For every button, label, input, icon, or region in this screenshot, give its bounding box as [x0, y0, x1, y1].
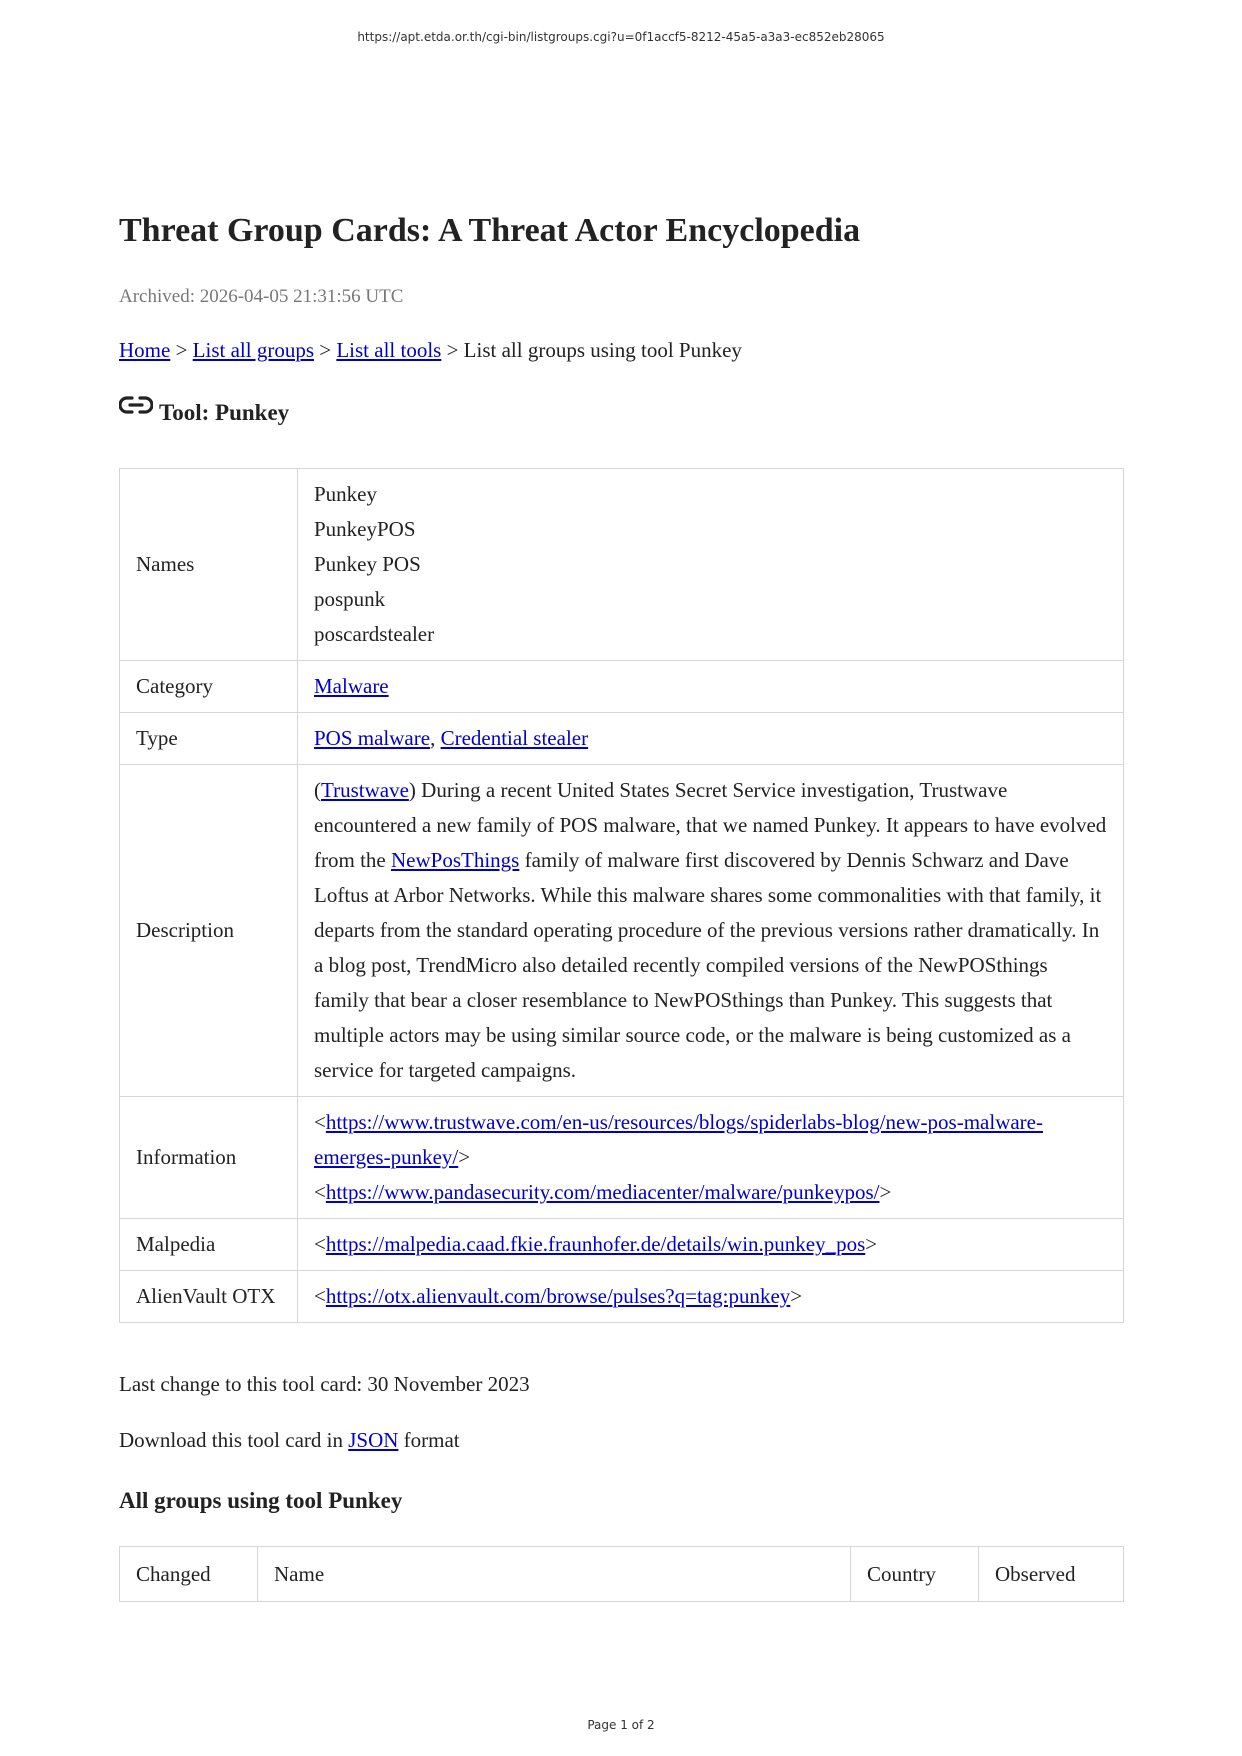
name-item: PunkeyPOS: [314, 517, 416, 541]
last-change-text: Last change to this tool card: 30 November 2023: [119, 1372, 530, 1396]
otx-label: AlienVault OTX: [120, 1271, 298, 1323]
table-row: [120, 765, 1124, 1097]
breadcrumb-separator: >: [314, 338, 337, 362]
breadcrumb-tools-link[interactable]: List all tools: [336, 338, 442, 362]
column-header-name[interactable]: Name: [258, 1547, 851, 1602]
description-text: family of malware first discovered by Dennis Schwarz and Dave Loftus at Arbor Networks. While this malware shares some commonalities with that family, it departs from the standard operating procedure of the previous versions rather dramatically. In a blog post, TrendMicro also detailed recently compiled versions of the NewPOSthings family that bear a closer resemblance to NewPOSthings than Punkey. This suggests that multiple actors may be using similar source code, or the malware is being customized as a service for targeted campaigns.: [314, 848, 1102, 1082]
breadcrumb-home-link[interactable]: Home: [119, 338, 171, 362]
names-label: Names: [120, 469, 298, 661]
type-separator: ,: [430, 726, 441, 750]
type-pos-malware-link[interactable]: POS malware: [314, 726, 431, 750]
information-value: [298, 1097, 1124, 1219]
breadcrumb-groups-link[interactable]: List all groups: [192, 338, 314, 362]
type-credential-stealer-link[interactable]: Credential stealer: [440, 726, 589, 750]
tool-heading-text: Tool: Punkey: [159, 400, 290, 425]
column-header-changed[interactable]: Changed: [120, 1547, 258, 1602]
information-label: Information: [120, 1097, 298, 1219]
table-row: [120, 713, 1124, 765]
category-value: [298, 661, 1124, 713]
trustwave-source-link[interactable]: Trustwave: [321, 778, 409, 802]
angle-close: >: [865, 1232, 878, 1256]
page-number: Page 1 of 2: [587, 1718, 655, 1732]
download-prefix: Download this tool card in: [119, 1428, 349, 1452]
column-header-country[interactable]: Country: [851, 1547, 979, 1602]
table-row: [120, 1219, 1124, 1271]
category-link[interactable]: Malware: [314, 674, 389, 698]
name-item: poscardstealer: [314, 622, 435, 646]
json-download-link[interactable]: JSON: [348, 1428, 399, 1452]
table-row: [120, 1097, 1124, 1219]
breadcrumb-separator: >: [170, 338, 193, 362]
tool-heading: [119, 400, 289, 426]
table-row: [120, 1271, 1124, 1323]
otx-value: [298, 1271, 1124, 1323]
otx-link[interactable]: https://otx.alienvault.com/browse/pulses?q=tag:punkey: [325, 1284, 791, 1308]
type-value: [298, 713, 1124, 765]
malpedia-value: [298, 1219, 1124, 1271]
malpedia-link[interactable]: https://malpedia.caad.fkie.fraunhofer.de/details/win.punkey_pos: [325, 1232, 866, 1256]
angle-open: <: [314, 1284, 326, 1308]
page-title: Threat Group Cards: A Threat Actor Encyclopedia: [119, 212, 861, 249]
trustwave-blog-link[interactable]: https://www.trustwave.com/en-us/resources/blogs/spiderlabs-blog/new-pos-malware-emerges-punkey/: [314, 1110, 1043, 1169]
angle-open: <: [314, 1180, 326, 1204]
angle-open: <: [314, 1110, 326, 1134]
name-item: pospunk: [314, 587, 386, 611]
breadcrumb: [119, 338, 742, 363]
malpedia-label: Malpedia: [120, 1219, 298, 1271]
pandasecurity-link[interactable]: https://www.pandasecurity.com/mediacenter/malware/punkeypos/: [325, 1180, 880, 1204]
description-value: [298, 765, 1124, 1097]
angle-close: >: [790, 1284, 803, 1308]
type-label: Type: [120, 713, 298, 765]
groups-heading: All groups using tool Punkey: [119, 1488, 403, 1513]
download-line: [119, 1428, 460, 1453]
breadcrumb-current: > List all groups using tool Punkey: [441, 338, 742, 362]
names-value: [298, 469, 1124, 661]
category-label: Category: [120, 661, 298, 713]
download-suffix: format: [398, 1428, 460, 1452]
description-paren: (: [314, 778, 321, 802]
table-row: [120, 469, 1124, 661]
information-item: [314, 1105, 1107, 1175]
column-header-observed[interactable]: Observed: [979, 1547, 1124, 1602]
description-text: ) During a recent United States Secret Service investigation, Trustwave encountered a new family of POS malware, that we named Punkey. It appears to have evolved from the: [314, 778, 1107, 872]
tool-card-table: [119, 468, 1124, 1323]
groups-header-row: [120, 1547, 1124, 1602]
name-item: Punkey: [314, 482, 377, 506]
table-row: [120, 661, 1124, 713]
description-label: Description: [120, 765, 298, 1097]
newposthings-link[interactable]: NewPosThings: [390, 848, 520, 872]
groups-table: [119, 1546, 1124, 1602]
print-url-header: https://apt.etda.or.th/cgi-bin/listgroups.cgi?u=0f1accf5-8212-45a5-a3a3-ec852eb28065: [357, 30, 885, 44]
archived-timestamp: Archived: 2026-04-05 21:31:56 UTC: [119, 286, 404, 307]
angle-close: >: [458, 1145, 471, 1169]
name-item: Punkey POS: [314, 552, 421, 576]
link-icon: [119, 395, 153, 415]
angle-close: >: [879, 1180, 892, 1204]
angle-open: <: [314, 1232, 326, 1256]
information-item: [314, 1175, 1107, 1210]
